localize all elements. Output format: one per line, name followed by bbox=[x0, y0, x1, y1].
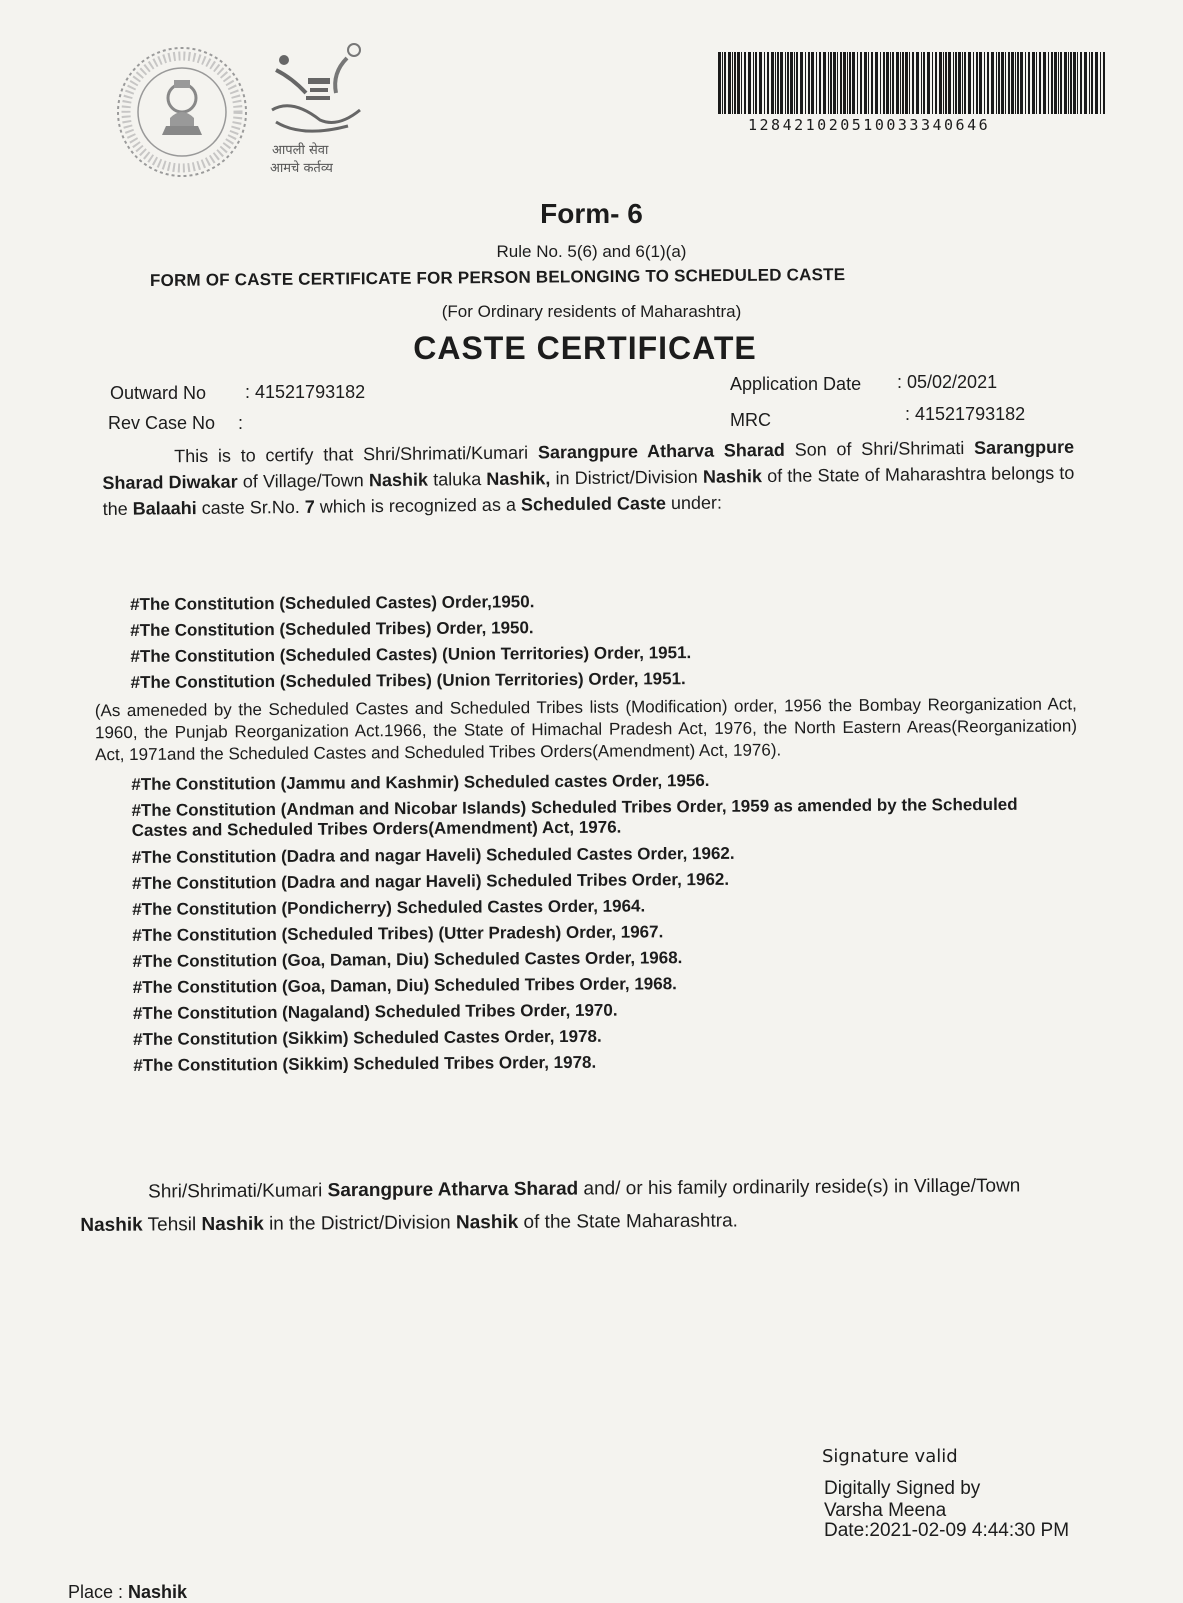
application-date-value: : 05/02/2021 bbox=[897, 372, 998, 392]
logo-tagline-line1: आपली सेवा bbox=[272, 143, 329, 158]
order-item: #The Constitution (Sikkim) Scheduled Tribes Order, 1978. bbox=[133, 1052, 597, 1075]
mrc-value: : 41521793182 bbox=[905, 404, 1026, 424]
outward-no-label: Outward No bbox=[110, 383, 207, 403]
barcode-number: 128421020510033340646 bbox=[748, 116, 991, 134]
barcode-icon bbox=[718, 52, 1108, 122]
certification-paragraph bbox=[102, 434, 1075, 522]
certify-text: Son of Shri/Shrimati bbox=[784, 437, 975, 460]
digitally-signed-label: Digitally Signed by bbox=[824, 1478, 981, 1499]
caste-category: Scheduled Caste bbox=[520, 493, 667, 515]
caste-name: Balaahi bbox=[132, 498, 197, 519]
order-item: #The Constitution (Andman and Nicobar Islands) Scheduled Tribes Order, 1959 as amended by the Scheduled Castes and Scheduled Tribes Orders(Amendment) Act, 1976. bbox=[131, 794, 1018, 840]
resident-district: Nashik bbox=[455, 1211, 519, 1234]
village-name: Nashik bbox=[368, 469, 429, 491]
amendment-note: (As ameneded by the Scheduled Castes and Scheduled Tribes lists (Modification) order, 1956 the Bombay Reorganization Act, 1960, the Punjab Reorganization Act.1966, the State of Himachal Pradesh Act, 1976, the North Eastern Areas(Reorganization) Act, 1971and the Scheduled Castes and Scheduled Tribes Orders(Amendment) Act, 1976). bbox=[94, 694, 1078, 765]
certify-text: of the State of Maharashtra belongs to the bbox=[102, 462, 1075, 519]
outward-no-value: : 41521793182 bbox=[245, 382, 366, 402]
residence-paragraph bbox=[80, 1169, 1060, 1242]
reside-text: and/ or his family ordinarily reside(s) in Village/Town bbox=[578, 1175, 1021, 1200]
rule-number: Rule No. 5(6) and 6(1)(a) bbox=[496, 242, 687, 261]
reside-text: in the District/Division bbox=[263, 1212, 457, 1235]
order-item: #The Constitution (Pondicherry) Scheduled Castes Order, 1964. bbox=[132, 896, 646, 919]
order-item: #The Constitution (Scheduled Castes) (Union Territories) Order, 1951. bbox=[130, 643, 692, 666]
certify-text: This is to certify that Shri/Shrimati/Kumari bbox=[174, 442, 538, 467]
resident-name: Sarangpure Atharva Sharad bbox=[327, 1178, 579, 1202]
certify-text: of Village/Town bbox=[237, 470, 370, 492]
rev-case-no-label: Rev Case No bbox=[108, 413, 216, 433]
certify-text: taluka bbox=[427, 468, 487, 490]
resident-tehsil: Nashik bbox=[201, 1213, 264, 1236]
order-item: #The Constitution (Goa, Daman, Diu) Scheduled Castes Order, 1968. bbox=[132, 948, 683, 971]
reside-text: Shri/Shrimati/Kumari bbox=[148, 1180, 328, 1203]
resident-village: Nashik bbox=[80, 1214, 143, 1236]
reside-text: Tehsil bbox=[142, 1214, 202, 1236]
order-item: #The Constitution (Scheduled Tribes) (Union Territories) Order, 1951. bbox=[130, 669, 686, 692]
certificate-title: CASTE CERTIFICATE bbox=[413, 330, 757, 366]
place-label: Place : bbox=[68, 1582, 129, 1602]
taluka-name: Nashik, bbox=[486, 468, 551, 489]
caste-serial-number: 7 bbox=[304, 496, 315, 517]
signature-date: Date:2021-02-09 4:44:30 PM bbox=[824, 1520, 1070, 1541]
order-item: #The Constitution (Dadra and nagar Haveli) Scheduled Tribes Order, 1962. bbox=[131, 869, 730, 893]
form-heading: FORM OF CASTE CERTIFICATE FOR PERSON BELONGING TO SCHEDULED CASTE bbox=[149, 264, 846, 291]
order-item: #The Constitution (Dadra and nagar Haveli) Scheduled Castes Order, 1962. bbox=[131, 843, 735, 867]
certify-text: caste Sr.No. bbox=[196, 496, 305, 519]
certify-text: in District/Division bbox=[550, 466, 704, 489]
certify-text: which is recognized as a bbox=[314, 494, 521, 517]
form-subheading: (For Ordinary residents of Maharashtra) bbox=[441, 302, 742, 321]
order-item: #The Constitution (Scheduled Tribes) (Utter Pradesh) Order, 1967. bbox=[132, 922, 664, 945]
rev-case-no-value: : bbox=[238, 413, 244, 433]
order-item: #The Constitution (Jammu and Kashmir) Scheduled castes Order, 1956. bbox=[131, 770, 710, 794]
order-item: #The Constitution (Sikkim) Scheduled Castes Order, 1978. bbox=[133, 1026, 602, 1049]
signer-name: Varsha Meena bbox=[824, 1500, 947, 1521]
signature-valid-label: Signature valid bbox=[822, 1446, 958, 1467]
application-date-label: Application Date bbox=[730, 374, 862, 394]
order-item: #The Constitution (Nagaland) Scheduled Tribes Order, 1970. bbox=[132, 1000, 618, 1023]
place-value: Nashik bbox=[128, 1582, 188, 1602]
mrc-label: MRC bbox=[730, 410, 771, 430]
order-item: #The Constitution (Goa, Daman, Diu) Scheduled Tribes Order, 1968. bbox=[132, 974, 677, 997]
order-item: #The Constitution (Scheduled Tribes) Order, 1950. bbox=[130, 618, 534, 640]
logo-tagline-line2: आमचे कर्तव्य bbox=[270, 161, 333, 176]
constitution-orders-list bbox=[94, 585, 1093, 1079]
order-item: #The Constitution (Scheduled Castes) Order,1950. bbox=[130, 592, 535, 614]
form-title: Form- 6 bbox=[540, 198, 643, 229]
reside-text: of the State Maharashtra. bbox=[518, 1210, 738, 1233]
government-seal-icon bbox=[110, 40, 260, 185]
district-name: Nashik bbox=[702, 466, 763, 487]
applicant-name: Sarangpure Atharva Sharad bbox=[537, 439, 785, 463]
parent-name: Sarangpure Sharad Diwakar bbox=[102, 436, 1075, 493]
certify-text: under: bbox=[665, 492, 723, 514]
